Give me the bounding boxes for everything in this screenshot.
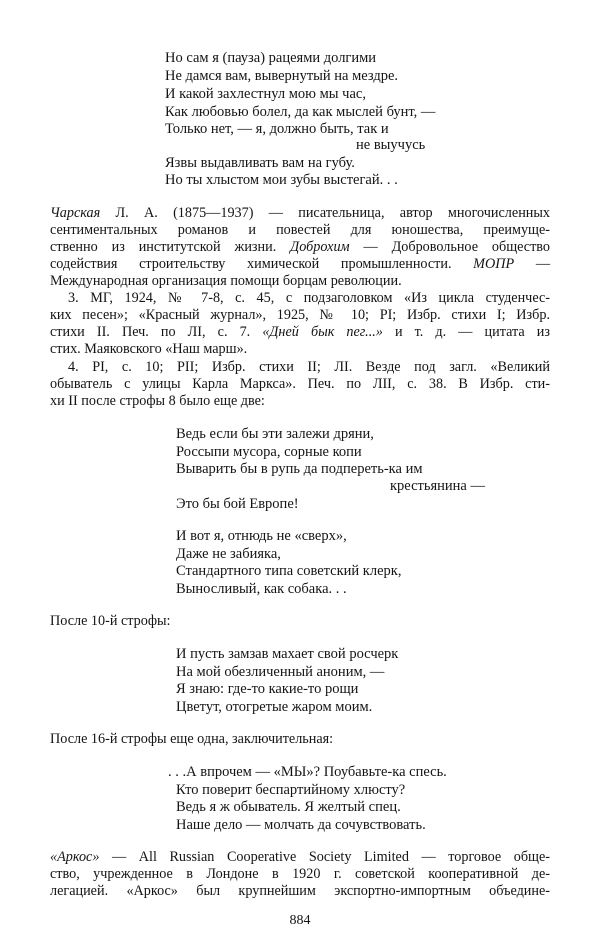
poem-line: Наше дело — молчать да сочувствовать. bbox=[176, 817, 426, 833]
poem-line: не выучусь bbox=[356, 137, 426, 153]
note-charskaya-line bbox=[50, 238, 550, 256]
poem-line: Только нет, — я, должно быть, так и bbox=[165, 121, 389, 137]
note-text: содействия строительству химической промышленности. bbox=[50, 256, 474, 272]
note-3-line: стих. Маяковского «Наш марш». bbox=[50, 341, 248, 357]
note-charskaya-line bbox=[50, 255, 550, 273]
poem-line: Россыпи мусора, сорные копи bbox=[176, 444, 362, 460]
note-text: — bbox=[514, 256, 551, 272]
poem-line: крестьянина — bbox=[390, 478, 485, 494]
section-label: После 10-й строфы: bbox=[50, 613, 171, 629]
note-arkos-line bbox=[50, 848, 550, 866]
term: Доброхим bbox=[290, 239, 350, 255]
note-text: ственно из институтской жизни. bbox=[50, 239, 291, 255]
note-text: Л. А. (1875—1937) — писательница, автор многочисленных bbox=[100, 205, 550, 221]
note-3-line bbox=[50, 323, 550, 341]
poem-line: И какой захлестнул мою мы час, bbox=[165, 86, 366, 102]
poem-line: Стандартного типа советский клерк, bbox=[176, 563, 402, 579]
poem-line: И вот я, отнюдь не «сверх», bbox=[176, 528, 347, 544]
note-3-line: ких песен»; «Красный журнал», 1925, № 10; РІ; Избр. стихи І; Избр. bbox=[50, 307, 550, 323]
poem-line: Но ты хлыстом мои зубы выстегай. . . bbox=[165, 172, 398, 188]
section-label: После 16-й строфы еще одна, заключительная: bbox=[50, 731, 334, 747]
poem-line: Даже не забияка, bbox=[176, 546, 281, 562]
poem-line: Не дамся вам, вывернутый на мездре. bbox=[165, 68, 399, 84]
note-charskaya-line: сентиментальных романов и повестей для юношества, преимуще- bbox=[50, 222, 550, 238]
poem-line: Кто поверит беспартийному хлюсту? bbox=[176, 782, 406, 798]
note-arkos-line: ство, учрежденное в Лондоне в 1920 г. советской кооперативной де- bbox=[50, 866, 550, 882]
note-text: — Добровольное общество bbox=[349, 239, 550, 255]
note-arkos-line: легацией. «Аркос» был крупнейшим экспортно-импортным объедине- bbox=[50, 883, 550, 899]
term: МОПР bbox=[473, 256, 515, 272]
note-4-line: хи II после строфы 8 было еще две: bbox=[50, 393, 265, 409]
poem-line: Язвы выдавливать вам на губу. bbox=[165, 155, 355, 171]
poem-line: На мой обезличенный аноним, — bbox=[176, 664, 385, 680]
poem-line: . . .А впрочем — «МЫ»? Поубавьте-ка спесь. bbox=[168, 764, 447, 780]
poem-line: Ведь если бы эти залежи дряни, bbox=[176, 426, 374, 442]
note-text: и т. д. — цитата из bbox=[382, 324, 550, 340]
poem-line: Ведь я ж обыватель. Я желтый спец. bbox=[176, 799, 401, 815]
note-text: стихи II. Печ. по ЛІ, с. 7. bbox=[50, 324, 263, 340]
poem-line: Цветут, отогретые жаром моим. bbox=[176, 699, 373, 715]
note-text: — All Russian Cooperative Society Limited — торговое обще- bbox=[99, 849, 550, 865]
term: «Аркос» bbox=[50, 849, 100, 865]
person-name: Чарская bbox=[50, 205, 101, 221]
note-4-line: обыватель с улицы Карла Маркса». Печ. по ЛІІ, с. 38. В Избр. сти- bbox=[50, 376, 550, 392]
poem-line: Выварить бы в рупь да подпереть-ка им bbox=[176, 461, 423, 477]
note-3-line: 3. МГ, 1924, № 7-8, с. 45, с подзаголовком «Из цикла студенчес- bbox=[68, 290, 550, 306]
poem-line: Но сам я (пауза) рацеями долгими bbox=[165, 50, 377, 66]
poem-line: Это бы бой Европе! bbox=[176, 496, 299, 512]
note-4-line: 4. РІ, с. 10; PII; Избр. стихи II; ЛІ. Везде под загл. «Великий bbox=[68, 359, 550, 375]
note-charskaya-line bbox=[50, 204, 550, 222]
quote: «Дней бык пег...» bbox=[262, 324, 383, 340]
page-number: 884 bbox=[289, 913, 311, 928]
poem-line: И пусть замзав махает свой росчерк bbox=[176, 646, 399, 662]
poem-line: Я знаю: где-то какие-то рощи bbox=[176, 681, 359, 697]
poem-line: Как любовью болел, да как мыслей бунт, — bbox=[165, 104, 436, 120]
note-charskaya-line: Международная организация помощи борцам революции. bbox=[50, 273, 402, 289]
poem-line: Выносливый, как собака. . . bbox=[176, 581, 347, 597]
